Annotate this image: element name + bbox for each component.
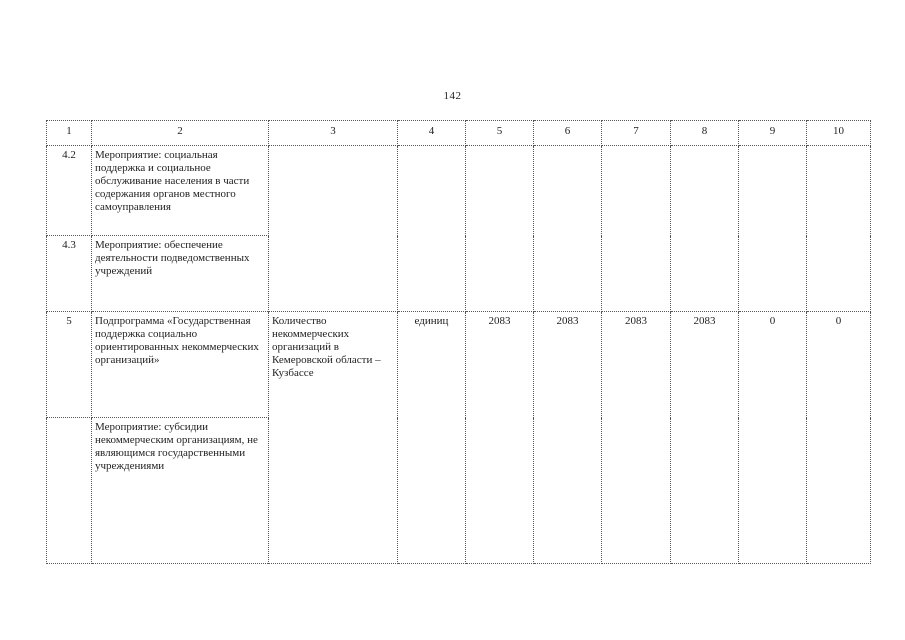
unit-cell: единиц bbox=[398, 312, 466, 564]
header-cell: 7 bbox=[602, 121, 671, 146]
header-cell: 4 bbox=[398, 121, 466, 146]
header-cell: 1 bbox=[47, 121, 92, 146]
value-col-9: 0 bbox=[739, 312, 807, 564]
header-cell: 9 bbox=[739, 121, 807, 146]
value-col-10: 0 bbox=[807, 312, 871, 564]
value-col-8: 2083 bbox=[671, 312, 739, 564]
table-header-row bbox=[47, 121, 871, 146]
empty-cell bbox=[807, 146, 871, 312]
row-description: Мероприятие: субсидии некоммерческим организациям, не являющимся государственными учреждениями bbox=[92, 418, 269, 564]
empty-cell bbox=[671, 146, 739, 312]
row-number: 5 bbox=[47, 312, 92, 418]
row-description: Мероприятие: обеспечение деятельности подведомственных учреждений bbox=[92, 236, 269, 312]
indicator-name: Количество некоммерческих организаций в Кемеровской области – Кузбассе bbox=[269, 312, 398, 564]
page-number: 142 bbox=[443, 90, 462, 102]
row-number: 4.2 bbox=[47, 146, 92, 236]
row-number: 4.3 bbox=[47, 236, 92, 312]
value-col-7: 2083 bbox=[602, 312, 671, 564]
table-row-5 bbox=[47, 312, 871, 418]
table-row-4-2 bbox=[47, 146, 871, 236]
header-cell: 10 bbox=[807, 121, 871, 146]
data-table bbox=[46, 120, 871, 564]
value-col-5: 2083 bbox=[466, 312, 534, 564]
row-description: Подпрограмма «Государственная поддержка социально ориентированных некоммерческих организаций» bbox=[92, 312, 269, 418]
empty-cell bbox=[602, 146, 671, 312]
empty-cell bbox=[739, 146, 807, 312]
header-cell: 8 bbox=[671, 121, 739, 146]
header-cell: 2 bbox=[92, 121, 269, 146]
row-number bbox=[47, 418, 92, 564]
header-cell: 6 bbox=[534, 121, 602, 146]
row-description: Мероприятие: социальная поддержка и социальное обслуживание населения в части содержания органов местного самоуправления bbox=[92, 146, 269, 236]
header-cell: 3 bbox=[269, 121, 398, 146]
empty-cell bbox=[269, 146, 398, 312]
empty-cell bbox=[398, 146, 466, 312]
empty-cell bbox=[534, 146, 602, 312]
header-cell: 5 bbox=[466, 121, 534, 146]
empty-cell bbox=[466, 146, 534, 312]
value-col-6: 2083 bbox=[534, 312, 602, 564]
